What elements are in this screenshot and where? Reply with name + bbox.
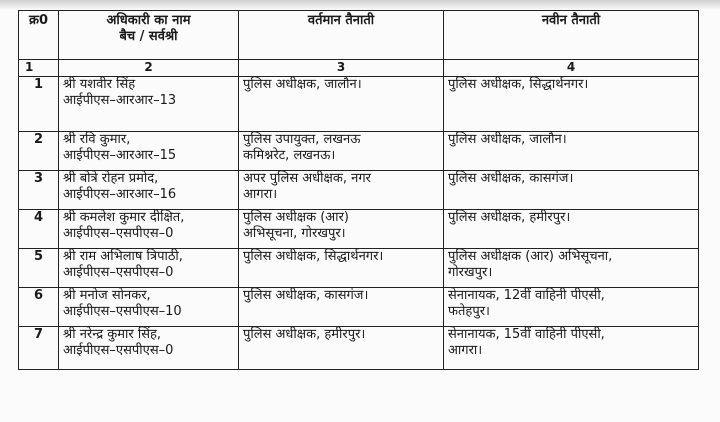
current-posting-cell (239, 132, 444, 171)
new-posting-line: पुलिस अधीक्षक, सिद्धार्थनगर। (448, 77, 589, 92)
officer-name: श्री रवि कुमार, (63, 132, 131, 147)
new-posting-line: सेनानायक, 15वीं वाहिनी पीएसी, (448, 327, 605, 342)
officer-name: श्री बोत्रे रोहन प्रमोद, (63, 171, 159, 186)
officer-batch: आईपीएस–एसपीएस–0 (63, 265, 174, 280)
officer-cell (59, 132, 239, 171)
current-posting-cell (239, 77, 444, 132)
officer-cell (59, 210, 239, 249)
current-posting-line: आगरा। (243, 187, 278, 202)
new-posting-cell (444, 77, 699, 132)
table-row (19, 288, 699, 327)
header-serial: क्र0 (19, 11, 59, 60)
new-posting-line: सेनानायक, 12वीं वाहिनी पीएसी, (448, 288, 605, 303)
current-posting-cell (239, 249, 444, 288)
table-header-row (19, 11, 699, 60)
scan-top-edge (0, 0, 720, 10)
new-posting-line: आगरा। (448, 343, 483, 358)
table-row (19, 249, 699, 288)
officer-cell (59, 288, 239, 327)
current-posting-line: अपर पुलिस अधीक्षक, नगर (243, 171, 371, 186)
serial-number: 6 (19, 288, 59, 327)
header-officer-name (59, 11, 239, 60)
officer-cell (59, 77, 239, 132)
new-posting-line: पुलिस अधीक्षक, जालौन। (448, 132, 567, 147)
officer-name: श्री राम अभिलाष त्रिपाठी, (63, 249, 183, 264)
current-posting-line: पुलिस अधीक्षक, जालौन। (243, 77, 362, 92)
header-current-posting: वर्तमान तैनाती (239, 11, 444, 60)
officer-name: श्री मनोज सोनकर, (63, 288, 151, 303)
officer-batch: आईपीएस–आरआर–15 (63, 148, 177, 163)
transfer-table (18, 10, 699, 370)
new-posting-cell (444, 210, 699, 249)
serial-number: 3 (19, 171, 59, 210)
officer-name: श्री कमलेश कुमार दीक्षित, (63, 210, 185, 225)
serial-number: 5 (19, 249, 59, 288)
column-number-row (19, 60, 699, 77)
header-officer-name-line2: बैच / सर्वश्री (119, 29, 178, 44)
new-posting-line: फतेहपुर। (448, 304, 490, 319)
new-posting-cell (444, 132, 699, 171)
current-posting-line: पुलिस अधीक्षक, हमीरपुर। (243, 327, 366, 342)
column-number: 3 (239, 60, 444, 77)
current-posting-cell (239, 288, 444, 327)
serial-number: 2 (19, 132, 59, 171)
current-posting-line: कमिश्नरेट, लखनऊ। (243, 148, 336, 163)
officer-cell (59, 249, 239, 288)
serial-number: 4 (19, 210, 59, 249)
new-posting-cell (444, 288, 699, 327)
officer-batch: आईपीएस–एसपीएस–0 (63, 343, 174, 358)
officer-batch: आईपीएस–एसपीएस–10 (63, 304, 182, 319)
table-row (19, 210, 699, 249)
table-row (19, 132, 699, 171)
serial-number: 1 (19, 77, 59, 132)
table-row (19, 171, 699, 210)
new-posting-cell (444, 249, 699, 288)
officer-name: श्री यशवीर सिंह (63, 77, 136, 92)
officer-cell (59, 327, 239, 370)
current-posting-cell (239, 327, 444, 370)
table-row (19, 77, 699, 132)
current-posting-cell (239, 171, 444, 210)
header-officer-name-line1: अधिकारी का नाम (106, 13, 191, 28)
current-posting-cell (239, 210, 444, 249)
column-number: 1 (19, 60, 59, 77)
header-new-posting: नवीन तैनाती (444, 11, 699, 60)
current-posting-line: पुलिस उपायुक्त, लखनऊ (243, 132, 361, 147)
new-posting-line: पुलिस अधीक्षक (आर) अभिसूचना, (448, 249, 613, 264)
officer-cell (59, 171, 239, 210)
serial-number: 7 (19, 327, 59, 370)
table-row (19, 327, 699, 370)
column-number: 4 (444, 60, 699, 77)
new-posting-line: गोरखपुर। (448, 265, 493, 280)
current-posting-line: अभिसूचना, गोरखपुर। (243, 226, 346, 241)
new-posting-cell (444, 171, 699, 210)
officer-name: श्री नरेन्द्र कुमार सिंह, (63, 327, 162, 342)
column-number: 2 (59, 60, 239, 77)
current-posting-line: पुलिस अधीक्षक, कासगंज। (243, 288, 369, 303)
officer-batch: आईपीएस–एसपीएस–0 (63, 226, 174, 241)
officer-batch: आईपीएस–आरआर–16 (63, 187, 177, 202)
new-posting-cell (444, 327, 699, 370)
new-posting-line: पुलिस अधीक्षक, हमीरपुर। (448, 210, 571, 225)
new-posting-line: पुलिस अधीक्षक, कासगंज। (448, 171, 574, 186)
current-posting-line: पुलिस अधीक्षक, सिद्धार्थनगर। (243, 249, 384, 264)
current-posting-line: पुलिस अधीक्षक (आर) (243, 210, 349, 225)
officer-batch: आईपीएस–आरआर–13 (63, 93, 177, 108)
